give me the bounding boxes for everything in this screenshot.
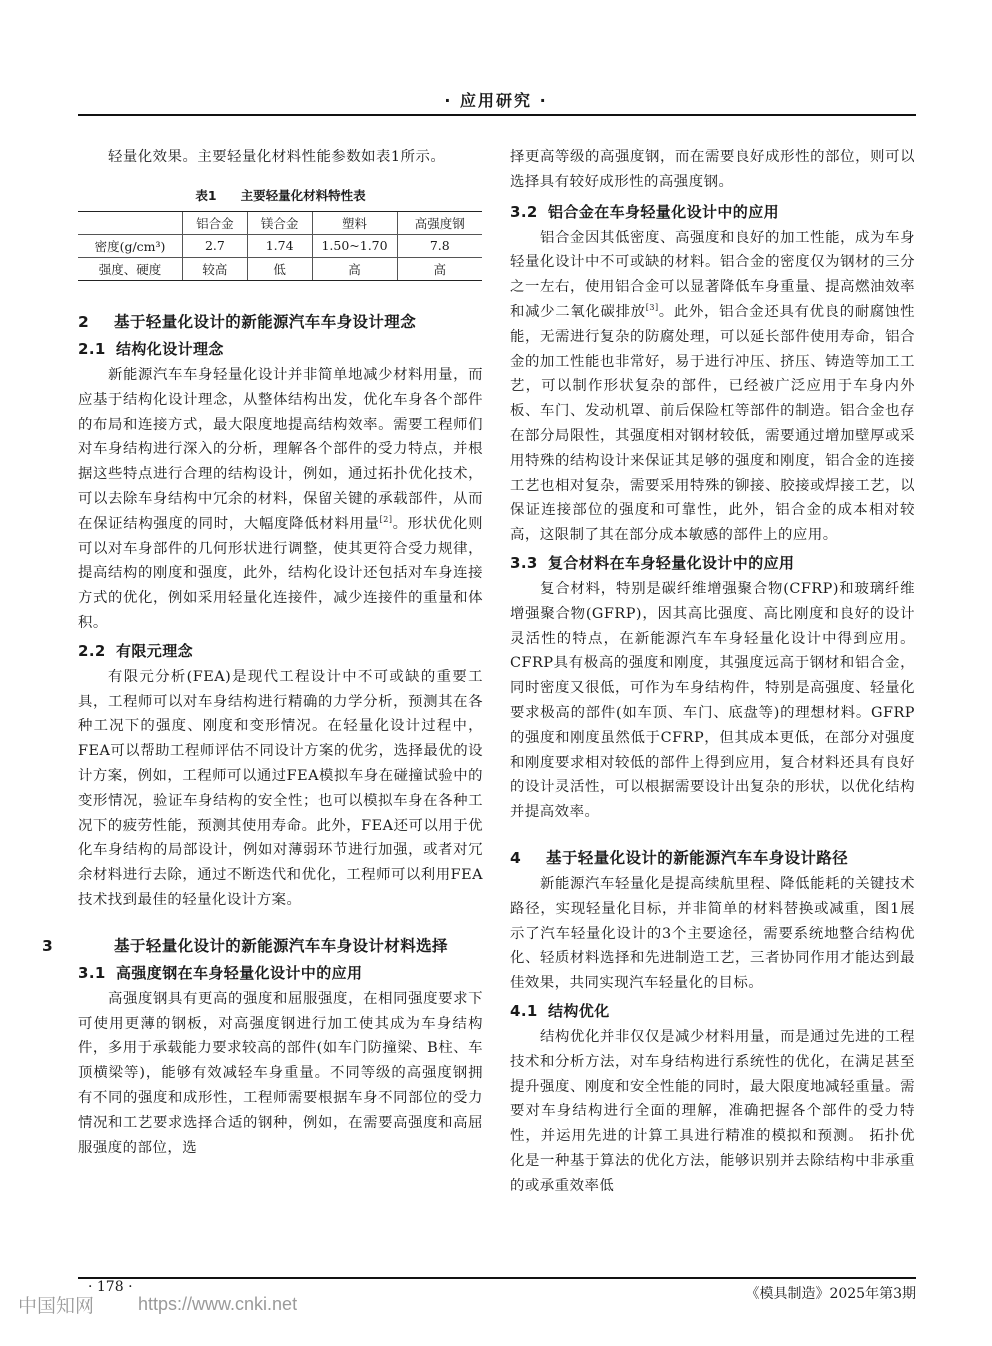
table-cell: 较高 xyxy=(183,257,248,280)
text: 新能源汽车车身轻量化设计并非简单地减少材料用量，而应基于结构化设计理念，从整体结构出发，优化车身各个部件的布局和连接方式，最大限度地提高结构效率。需要工程师们对车身结构进行深入的分析，理解各个部件的受力特点，并根据这些特点进行合理的结构设计，例如，通过拓扑优化技术，可以去除车身结构中冗余的材料，保留关键的承载部件，从而在保证结构强度的同时，大幅度降低材料用量 xyxy=(78,367,483,532)
table-title: 主要轻量化材料特性表 xyxy=(240,187,366,203)
paragraph-4: 新能源汽车轻量化是提高续航里程、降低能耗的关键技术路径，实现轻量化目标，并非简单的材料替换或减重，图1展示了汽车轻量化设计的3个主要途径，需要系统地整合结构优化、轻质材料选择和先进制造工艺，三者协同作用才能达到最佳效果，共同实现汽车轻量化的目标。 xyxy=(510,875,915,992)
section-4-heading xyxy=(510,845,915,872)
materials-table xyxy=(78,211,482,281)
table-cell: 2.7 xyxy=(183,234,248,257)
page-number: · 178 · xyxy=(88,1279,133,1295)
table-header-row xyxy=(78,211,482,234)
table-header-cell: 镁合金 xyxy=(247,211,312,234)
footer-rule xyxy=(78,1277,916,1279)
section-title: 复合材料在车身轻量化设计中的应用 xyxy=(548,553,795,572)
text: 。形状优化则可以对车身部件的几何形状进行调整，使其更符合受力规律，提高结构的刚度和强度，此外，结构化设计还包括对车身连接方式的优化，例如采用轻量化连接件，减少连接件的重量和体积。 xyxy=(78,515,483,631)
section-title: 基于轻量化设计的新能源汽车车身设计理念 xyxy=(114,313,417,331)
section-3-1-heading xyxy=(78,960,483,987)
paragraph-3-1-continued: 择更高等级的高强度钢，而在需要良好成形性的部位，则可以选择具有较好成形性的高强度钢。 xyxy=(510,149,915,190)
left-column-body xyxy=(42,309,483,1160)
table-cell: 低 xyxy=(247,257,312,280)
section-title: 铝合金在车身轻量化设计中的应用 xyxy=(548,202,780,221)
section-number: 4 xyxy=(510,848,522,867)
section-title: 高强度钢在车身轻量化设计中的应用 xyxy=(116,963,363,982)
row-label: 强度、硬度 xyxy=(78,257,183,280)
section-2-1-heading xyxy=(78,336,483,363)
cnki-logo: 中国知网 xyxy=(18,1295,95,1317)
section-title: 有限元理念 xyxy=(116,641,194,660)
left-column xyxy=(78,145,483,281)
section-number: 2.1 xyxy=(78,340,106,358)
paragraph-3-1: 高强度钢具有更高的强度和屈服强度，在相同强度要求下可使用更薄的钢板，对高强度钢进行加工使其成为车身结构件，多用于承载能力要求较高的部件(如车门防撞梁、B柱、车顶横梁等)，能够有效减轻车身重量。不同等级的高强度钢拥有不同的强度和成形性，工程师需要根据车身不同部位的受力情况和工艺要求选择合适的钢种，例如，在需要高强度和高屈服强度的部位，选 xyxy=(78,990,483,1156)
table-caption xyxy=(78,186,483,204)
section-4-1-heading xyxy=(510,998,915,1025)
table-header-cell: 塑料 xyxy=(312,211,397,234)
header-rule xyxy=(78,114,916,116)
table-row xyxy=(78,257,482,280)
citation: [2] xyxy=(379,514,393,524)
paragraph-3-2 xyxy=(510,226,915,548)
section-header: · 应用研究 · xyxy=(444,91,548,110)
section-3-3-heading xyxy=(510,550,915,577)
table-header-cell: 高强度钢 xyxy=(397,211,482,234)
citation: [3] xyxy=(645,302,659,312)
intro-paragraph: 轻量化效果。主要轻量化材料性能参数如表1所示。 xyxy=(108,149,446,165)
section-title: 结构优化 xyxy=(548,1001,610,1020)
section-2-2-heading xyxy=(78,638,483,665)
section-3-heading xyxy=(42,933,483,960)
text: 铝合金因其低密度、高强度和良好的加工性能，成为车身轻量化设计中不可或缺的材料。铝合金的密度仅为钢材的三分之一左右，使用铝合金可以显著降低车身重量、提高燃油效率和减少二氧化碳排放 xyxy=(510,229,915,320)
table-row xyxy=(78,234,482,257)
section-number: 3.1 xyxy=(78,963,106,982)
section-number: 3.2 xyxy=(510,202,538,221)
table-header-cell: 铝合金 xyxy=(183,211,248,234)
section-3-2-heading xyxy=(510,199,915,226)
table-number: 表1 xyxy=(195,187,217,203)
row-label: 密度(g/cm³) xyxy=(78,234,183,257)
section-title: 基于轻量化设计的新能源汽车车身设计材料选择 xyxy=(114,936,448,955)
section-number: 2 xyxy=(78,313,90,331)
journal-issue: 《模具制造》2025年第3期 xyxy=(745,1286,916,1302)
table-cell: 1.50~1.70 xyxy=(312,234,397,257)
cnki-url[interactable]: https://www.cnki.net xyxy=(138,1294,298,1314)
right-column xyxy=(510,145,915,1198)
section-number: 4.1 xyxy=(510,1001,538,1020)
section-number: 3 xyxy=(42,936,54,955)
text: 。此外，铝合金还具有优良的耐腐蚀性能，无需进行复杂的防腐处理，可以延长部件使用寿命，铝合金的加工性能也非常好，易于进行冲压、挤压、铸造等加工工艺，可以制作形状复杂的部件，已经被广泛应用于车身内外板、车门、发动机罩、前后保险杠等部件的制造。铝合金也存在部分局限性，其强度相对钢材较低，需要通过增加壁厚或采用特殊的结构设计来保证其足够的强度和刚度，铝合金的连接工艺也相对复杂，需要采用特殊的铆接、胶接或焊接工艺，以保证连接部位的强度和可靠性，此外，铝合金的成本相对较高，这限制了其在部分成本敏感的部件上的应用。 xyxy=(510,303,915,544)
table-header-cell xyxy=(78,211,183,234)
section-2-heading xyxy=(78,309,483,336)
paragraph-2-1 xyxy=(78,363,483,636)
paragraph-4-1: 结构优化并非仅仅是减少材料用量，而是通过先进的工程技术和分析方法，对车身结构进行系统性的优化，在满足甚至提升强度、刚度和安全性能的同时，最大限度地减轻重量。需要对车身结构进行全面的理解，准确把握各个部件的受力特性，并运用先进的计算工具进行精准的模拟和预测。 拓扑优化是一种基于算法的优化方法，能够识别并去除结构中非承重的或承重效率低 xyxy=(510,1028,915,1194)
table-cell: 高 xyxy=(397,257,482,280)
section-number: 2.2 xyxy=(78,641,106,660)
paragraph-2-2: 有限元分析(FEA)是现代工程设计中不可或缺的重要工具，工程师可以对车身结构进行精确的力学分析，预测其在各种工况下的强度、刚度和变形情况。在轻量化设计过程中，FEA可以帮助工程师评估不同设计方案的优劣，选择最优的设计方案，例如，工程师可以通过FEA模拟车身在碰撞试验中的变形情况，验证车身结构的安全性；也可以模拟车身在各种工况下的疲劳性能，预测其使用寿命。此外，FEA还可以用于优化车身结构的局部设计，例如对薄弱环节进行加强，或者对冗余材料进行去除，通过不断迭代和优化，工程师可以利用FEA技术找到最佳的轻量化设计方案。 xyxy=(78,668,483,908)
section-title: 基于轻量化设计的新能源汽车车身设计路径 xyxy=(546,848,849,867)
table-cell: 7.8 xyxy=(397,234,482,257)
table-cell: 高 xyxy=(312,257,397,280)
section-number: 3.3 xyxy=(510,553,538,572)
table-cell: 1.74 xyxy=(247,234,312,257)
section-title: 结构化设计理念 xyxy=(116,340,224,358)
paragraph-3-3: 复合材料，特别是碳纤维增强聚合物(CFRP)和玻璃纤维增强聚合物(GFRP)，因其高比强度、高比刚度和良好的设计灵活性的特点，在新能源汽车车身轻量化设计中得到应用。CFRP具有极高的强度和刚度，其强度远高于钢材和铝合金，同时密度又很低，可作为车身结构件，特别是高强度、轻量化要求极高的部件(如车顶、车门、底盘等)的理想材料。GFRP的强度和刚度虽然低于CFRP，但其成本更低，在部分对强度和刚度要求相对较低的部件上得到应用，复合材料还具有良好的设计灵活性，可以根据需要设计出复杂的形状，以优化结构并提高效率。 xyxy=(510,580,915,821)
